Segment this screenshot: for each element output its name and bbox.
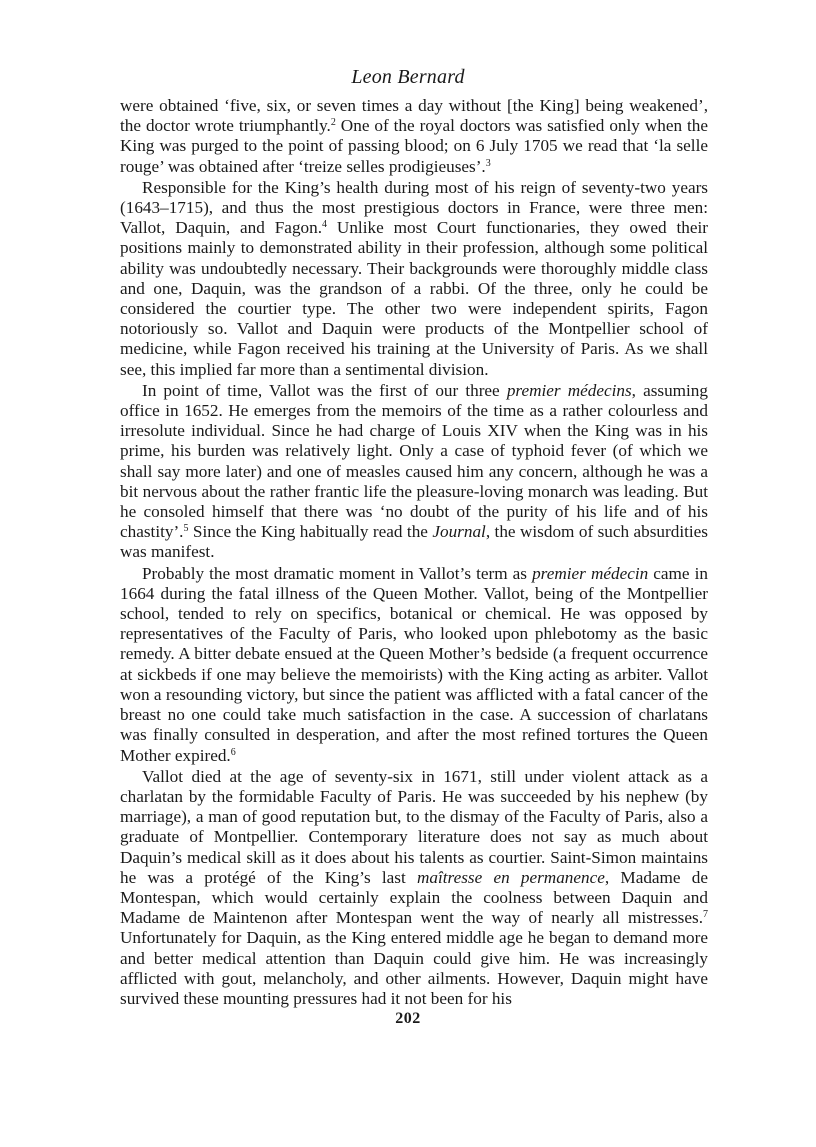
text-run: Vallot died at the age of seventy-six in 1671, still under violent attack as a charlatan by the formidable Faculty of Paris. He was succeeded by his nephew (by marriage), a man of good reputation but, to the dismay of the Faculty of Paris, also a graduate of Montpellier. Contemporary literature does not say as much about Daquin’s medical skill as it does about his talents as courtier. Saint-Simon maintains he was a protégé of the King’s last: [120, 766, 708, 887]
text-run: One of the royal doctors was satisfied only when the King was purged to the point of passing blood; on 6 July 1705 we read that ‘la selle rouge’ was obtained after ‘treize selles prodigieuses’.: [120, 116, 708, 176]
text-run: Since the King habitually read the: [188, 522, 433, 542]
text-run: were obtained ‘five, six, or seven times a day without [the King] being weakened’, the doctor wrote triumphantly.: [120, 96, 708, 136]
italic-term: premier médecin: [532, 563, 649, 583]
paragraph: [120, 564, 708, 766]
italic-term: premier médecins: [506, 380, 632, 400]
text-run: came in 1664 during the fatal illness of the Queen Mother. Vallot, being of the Montpellier school, tended to rely on specifics, botanical or chemical. He was opposed by representatives of the Faculty of Paris, who looked upon phlebotomy as the basic remedy. A bitter debate ensued at the Queen Mother’s bedside (a frequent occurrence at sickbeds if one may believe the memoirists) with the King acting as arbiter. Vallot won a resounding victory, but since the patient was afflicted with a fatal cancer of the breast no one could take much satisfaction in the case. A succession of charlatans was finally consulted in desperation, and after the most refined tortures the Queen Mother expired.: [120, 563, 708, 765]
paragraph: [120, 767, 708, 1009]
footnote-ref: 7: [703, 909, 708, 921]
italic-term: Journal: [432, 522, 486, 542]
page-number: 202: [395, 1010, 421, 1027]
text-run: Responsible for the King’s health during most of his reign of seventy-two years (1643–1715), and thus the most prestigious doctors in France, were three men: Vallot, Daquin, and Fagon.: [120, 177, 708, 238]
text-run: , assuming office in 1652. He emerges from the memoirs of the time as a rather colourless and irresolute individual. Since he had charge of Louis XIV when the King was in his prime, his burden was relatively light. Only a case of typhoid fever (of which we shall say more later) and one of measles caused him any concern, although he was a bit nervous about the rather frantic life the pleasure-loving monarch was leading. But he consoled himself that there was ‘no doubt of the purity of his life and of his chastity’.: [120, 380, 708, 542]
text-run: Unlike most Court functionaries, they owed their positions mainly to demonstrated ability in their profession, although some political ability was undoubtedly necessary. Their backgrounds were thoroughly middle class and one, Daquin, was the grandson of a rabbi. Of the three, only he could be considered the courtier type. The other two were independent spirits, Fagon notoriously so. Vallot and Daquin were products of the Montpellier school of medicine, while Fagon received his training at the University of Paris. As we shall see, this implied far more than a sentimental division.: [120, 218, 709, 379]
footnote-ref: 6: [230, 746, 236, 758]
paragraph: [120, 96, 708, 177]
body-text: [120, 96, 708, 1009]
text-run: Unfortunately for Daquin, as the King entered middle age he began to demand more and better medical attention than Daquin could give him. He was increasingly afflicted with gout, melancholy, and other ailments. However, Daquin might have survived these mounting pressures had it not been for his: [120, 928, 708, 1008]
text-run: In point of time, Vallot was the first of our three: [142, 380, 507, 400]
footnote-ref: 5: [183, 523, 189, 535]
text-run: Probably the most dramatic moment in Vallot’s term as: [142, 563, 533, 583]
footnote-ref: 3: [485, 157, 491, 169]
text-run: , Madame de Montespan, which would certainly explain the coolness between Daquin and Madame de Maintenon after Montespan went the way of nearly all mistresses.: [120, 867, 708, 928]
text-run: , the wisdom of such absurdities was manifest.: [120, 522, 708, 562]
italic-term: maîtresse en permanence: [416, 867, 605, 887]
running-head: Leon Bernard: [351, 66, 465, 88]
footnote-ref: 2: [330, 117, 336, 129]
paragraph: [120, 178, 708, 380]
paragraph: [120, 381, 708, 563]
footnote-ref: 4: [322, 219, 328, 231]
